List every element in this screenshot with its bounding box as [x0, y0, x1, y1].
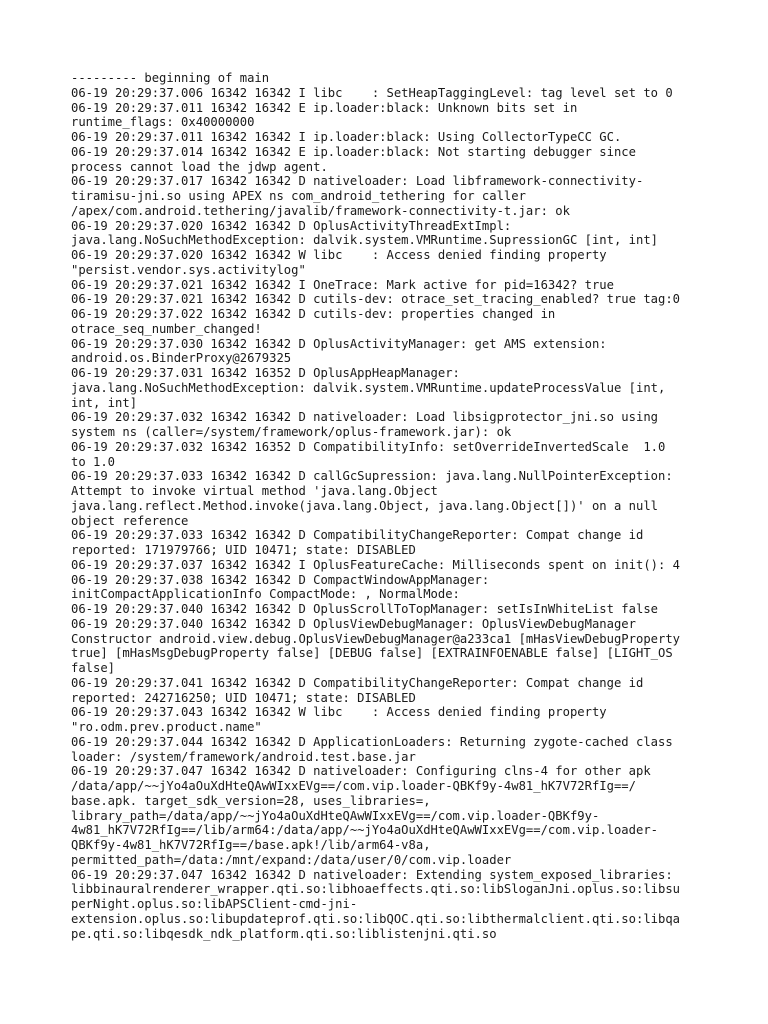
log-line: 06-19 20:29:37.043 16342 16342 W libc : Access denied finding property: [71, 705, 607, 720]
log-line: to 1.0: [71, 454, 116, 469]
log-line: int, int]: [71, 395, 138, 410]
log-line: android.os.BinderProxy@2679325: [71, 351, 292, 366]
log-line: Constructor android.view.debug.OplusViewDebugManager@a233ca1 [mHasViewDebugProperty: [71, 631, 681, 646]
log-line: 06-19 20:29:37.033 16342 16342 D CompatibilityChangeReporter: Compat change id: [71, 528, 644, 543]
log-line: 06-19 20:29:37.038 16342 16342 D CompactWindowAppManager:: [71, 572, 490, 587]
log-line: system ns (caller=/system/framework/oplus-framework.jar): ok: [71, 425, 512, 439]
log-line: tiramisu-jni.so using APEX ns com_android_tethering for caller: [71, 189, 526, 203]
log-line: base.apk. target_sdk_version=28, uses_libraries=,: [71, 793, 431, 808]
log-line: 06-19 20:29:37.032 16342 16342 D nativeloader: Load libsigprotector_jni.so using: [71, 410, 658, 425]
log-line: reported: 242716250; UID 10471; state: DISABLED: [71, 690, 416, 705]
log-line: 06-19 20:29:37.031 16342 16352 D OplusAppHeapManager:: [71, 366, 460, 380]
log-line: "persist.vendor.sys.activitylog": [71, 262, 306, 277]
log-text-block: [71, 71, 701, 941]
log-line: java.lang.reflect.Method.invoke(java.lang.Object, java.lang.Object[])' on a null: [71, 498, 658, 513]
log-line: 06-19 20:29:37.017 16342 16342 D nativeloader: Load libframework-connectivity-: [71, 174, 644, 189]
log-line: 06-19 20:29:37.022 16342 16342 D cutils-dev: properties changed in: [71, 307, 556, 321]
log-line: pe.qti.so:libqesdk_ndk_platform.qti.so:liblistenjni.qti.so: [71, 926, 497, 941]
log-line: runtime_flags: 0x40000000: [71, 115, 255, 130]
log-line: 06-19 20:29:37.040 16342 16342 D OplusScrollToTopManager: setIsInWhiteList false: [71, 602, 658, 616]
log-line: /data/app/~~jYo4aOuXdHteQAwWIxxEVg==/com.vip.loader-QBKf9y-4w81_hK7V72RfIg==/: [71, 779, 636, 793]
log-line: 06-19 20:29:37.037 16342 16342 I OplusFeatureCache: Milliseconds spent on init(): 4: [71, 557, 681, 572]
log-line: 06-19 20:29:37.011 16342 16342 I ip.loader:black: Using CollectorTypeCC GC.: [71, 130, 622, 144]
log-line: 06-19 20:29:37.032 16342 16352 D CompatibilityInfo: setOverrideInvertedScale 1.0: [71, 439, 666, 454]
log-line: QBKf9y-4w81_hK7V72RfIg==/base.apk!/lib/arm64-v8a,: [71, 838, 431, 852]
log-line: extension.oplus.so:libupdateprof.qti.so:libQOC.qti.so:libthermalclient.qti.so:libqa: [71, 911, 681, 926]
log-line: perNight.oplus.so:libAPSClient-cmd-jni-: [71, 897, 358, 911]
log-line: "ro.odm.prev.product.name": [71, 720, 262, 734]
log-line: true] [mHasMsgDebugProperty false] [DEBUG false] [EXTRAINFOENABLE false] [LIGHT_OS: [71, 646, 673, 661]
log-line: 06-19 20:29:37.041 16342 16342 D CompatibilityChangeReporter: Compat change id: [71, 675, 644, 690]
log-line: 06-19 20:29:37.030 16342 16342 D OplusActivityManager: get AMS extension:: [71, 336, 607, 351]
log-line: 06-19 20:29:37.047 16342 16342 D nativeloader: Configuring clns-4 for other apk: [71, 764, 651, 779]
log-line: reported: 171979766; UID 10471; state: DISABLED: [71, 543, 416, 557]
log-line: loader: /system/framework/android.test.base.jar: [71, 749, 416, 764]
log-line: --------- beginning of main: [71, 71, 270, 85]
log-line: Attempt to invoke virtual method 'java.lang.Object: [71, 484, 438, 498]
log-line: libbinauralrenderer_wrapper.qti.so:libhoaeffects.qti.so:libSloganJni.oplus.so:libsu: [71, 882, 681, 897]
log-line: 06-19 20:29:37.006 16342 16342 I libc : SetHeapTaggingLevel: tag level set to 0: [71, 85, 673, 100]
log-line: process cannot load the jdwp agent.: [71, 159, 328, 174]
log-line: otrace_seq_number_changed!: [71, 321, 262, 336]
log-line: 06-19 20:29:37.040 16342 16342 D OplusViewDebugManager: OplusViewDebugManager: [71, 616, 636, 631]
log-line: /apex/com.android.tethering/javalib/framework-connectivity-t.jar: ok: [71, 203, 570, 218]
log-line: java.lang.NoSuchMethodException: dalvik.system.VMRuntime.updateProcessValue [int,: [71, 380, 666, 395]
log-line: 06-19 20:29:37.044 16342 16342 D ApplicationLoaders: Returning zygote-cached class: [71, 734, 673, 749]
log-line: 06-19 20:29:37.020 16342 16342 D OplusActivityThreadExtImpl:: [71, 218, 512, 233]
log-line: object reference: [71, 513, 189, 528]
log-line: initCompactApplicationInfo CompactMode: , NormalMode:: [71, 587, 460, 602]
log-line: 06-19 20:29:37.047 16342 16342 D nativeloader: Extending system_exposed_libraries:: [71, 867, 673, 882]
log-line: false]: [71, 661, 116, 675]
log-line: 4w81_hK7V72RfIg==/lib/arm64:/data/app/~~jYo4aOuXdHteQAwWIxxEVg==/com.vip.loader-: [71, 823, 658, 838]
log-line: library_path=/data/app/~~jYo4aOuXdHteQAwWIxxEVg==/com.vip.loader-QBKf9y-: [71, 808, 600, 823]
log-line: 06-19 20:29:37.033 16342 16342 D callGcSupression: java.lang.NullPointerException:: [71, 469, 673, 484]
log-line: 06-19 20:29:37.020 16342 16342 W libc : Access denied finding property: [71, 248, 607, 262]
log-line: 06-19 20:29:37.021 16342 16342 I OneTrace: Mark active for pid=16342? true: [71, 277, 614, 292]
log-line: 06-19 20:29:37.011 16342 16342 E ip.loader:black: Unknown bits set in: [71, 100, 578, 115]
log-line: 06-19 20:29:37.014 16342 16342 E ip.loader:black: Not starting debugger since: [71, 144, 636, 159]
log-line: 06-19 20:29:37.021 16342 16342 D cutils-dev: otrace_set_tracing_enabled? true tag:0: [71, 292, 681, 307]
log-line: permitted_path=/data:/mnt/expand:/data/user/0/com.vip.loader: [71, 852, 512, 867]
log-line: java.lang.NoSuchMethodException: dalvik.system.VMRuntime.SupressionGC [int, int]: [71, 233, 658, 248]
